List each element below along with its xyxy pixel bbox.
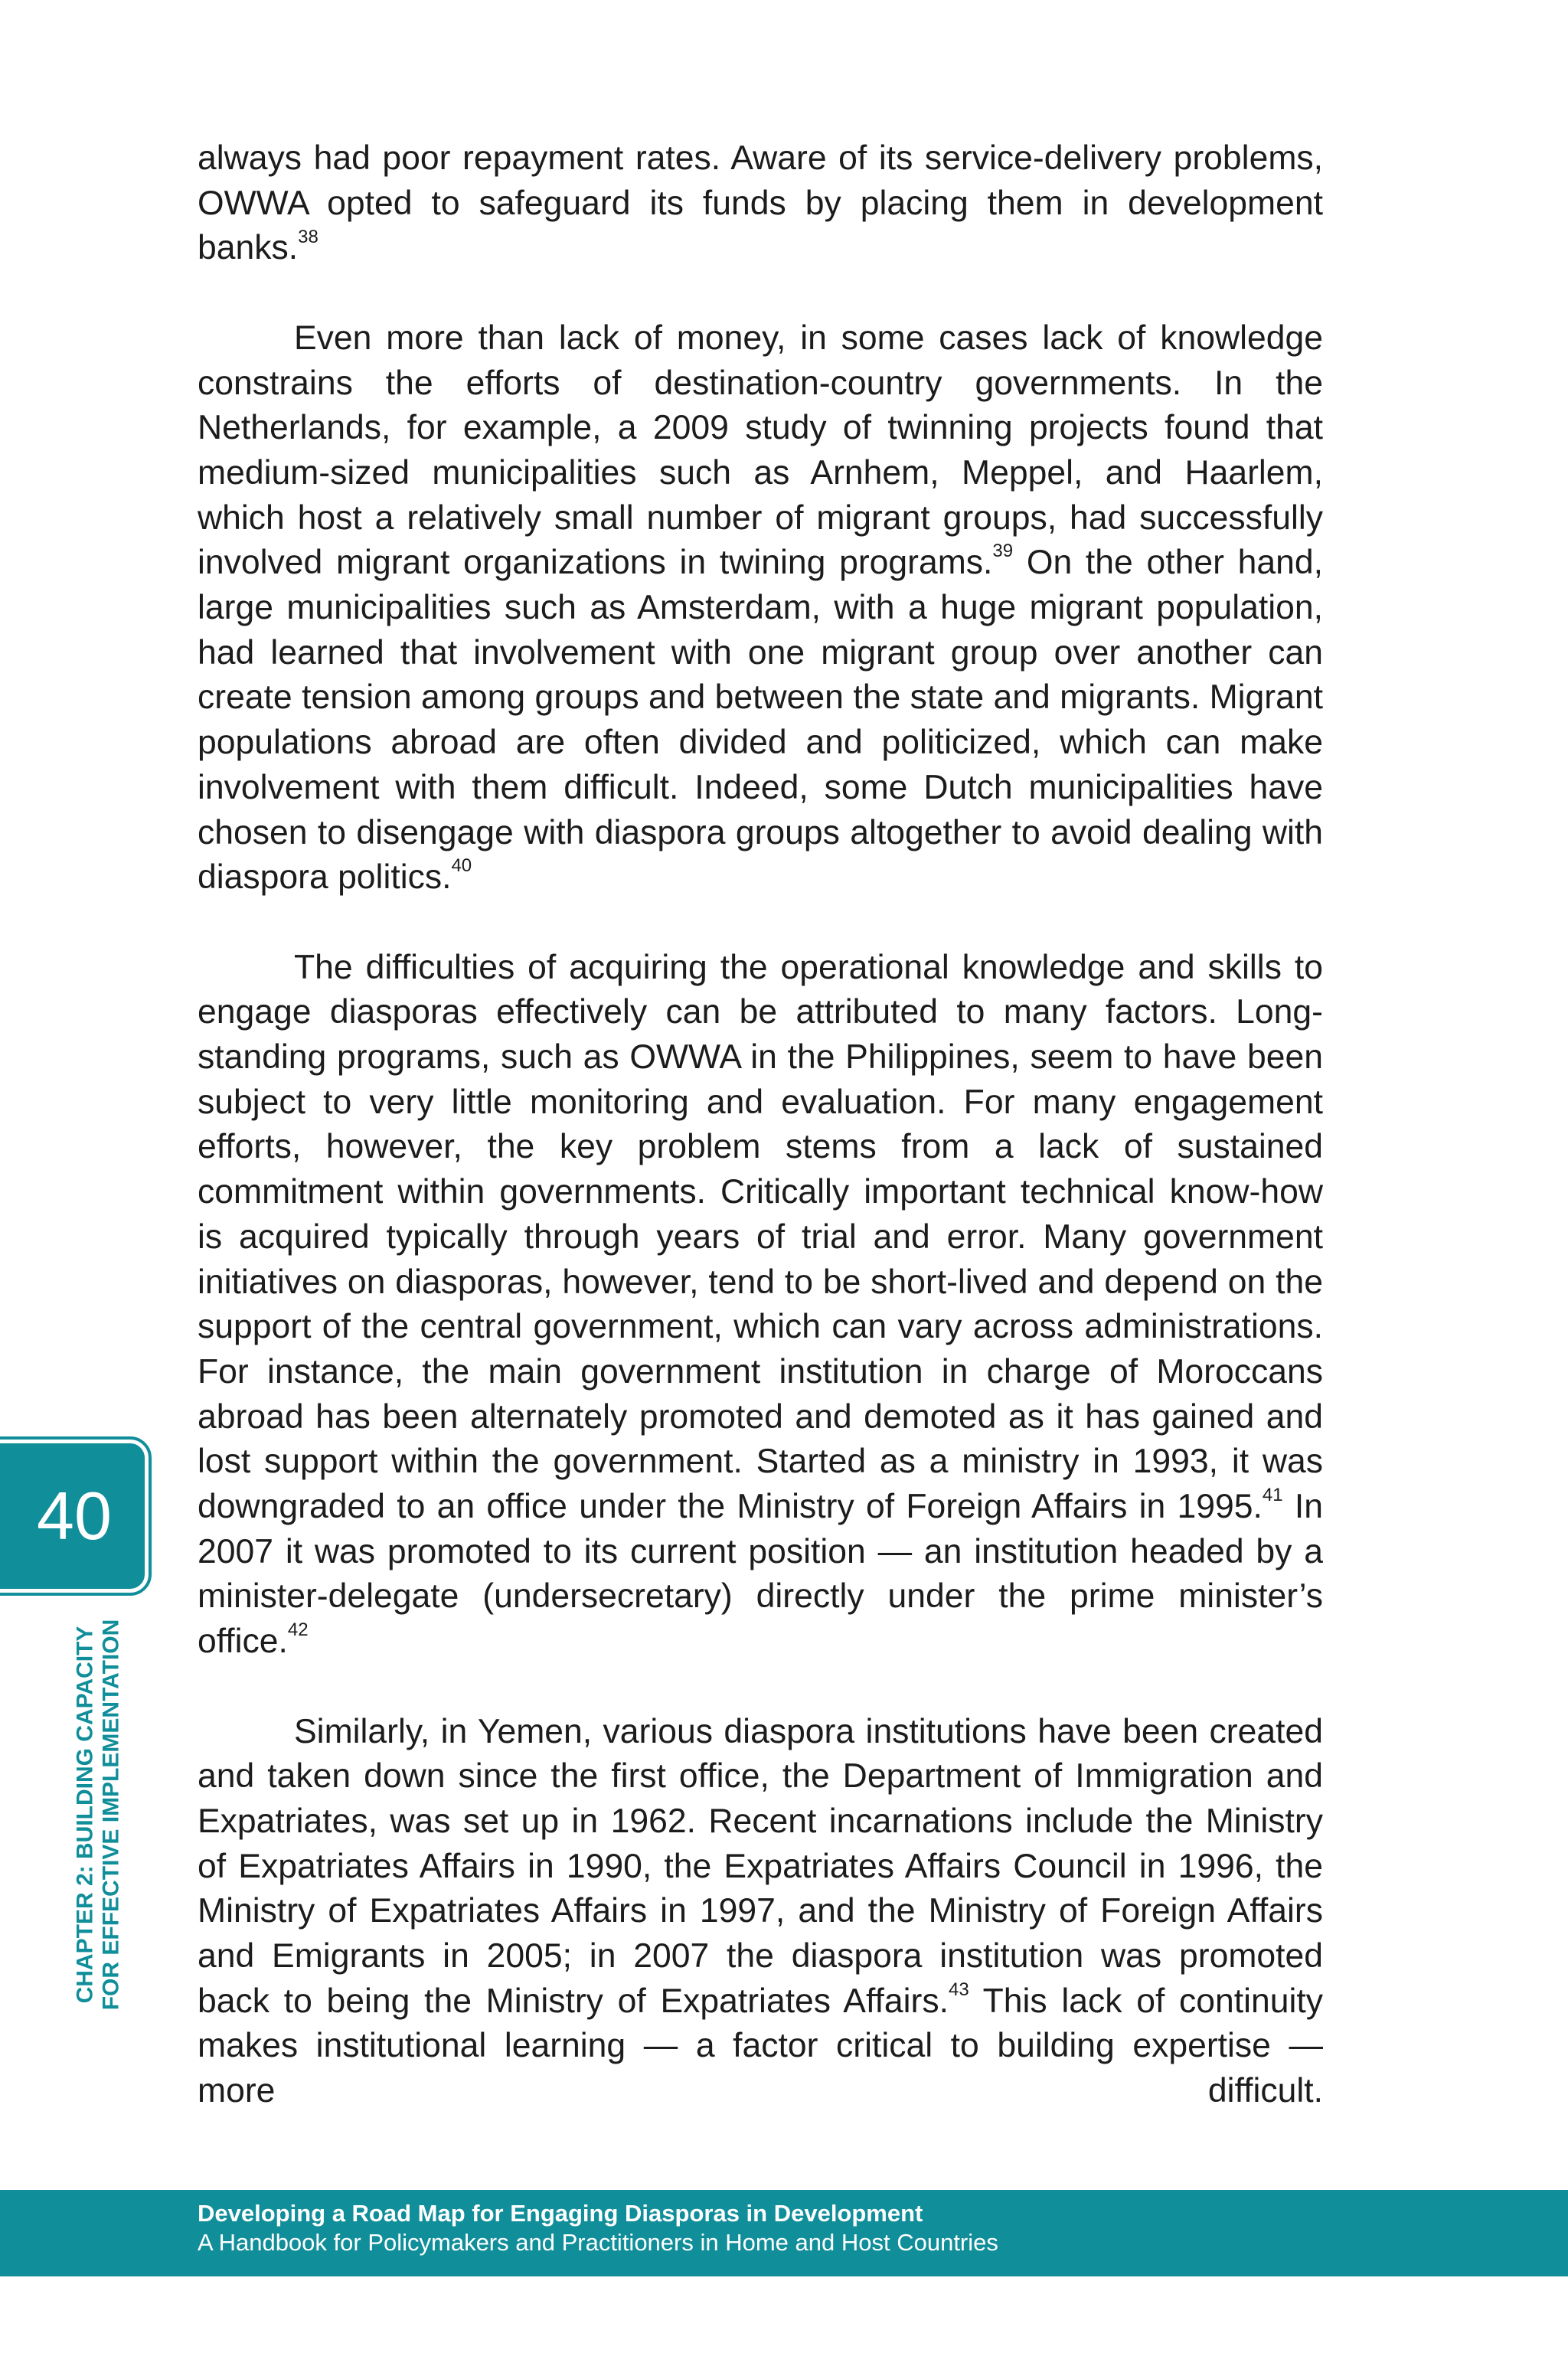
paragraph-3-text-a: The difficulties of acquiring the operational knowledge and skills to engage diasporas effectively can be attributed to many factors. Long-standing programs, such as OWWA in the Philippines, seem to have been subject to very little monitoring and evaluation. For many engagement efforts, however, the key problem stems from a lack of sustained commitment within governments. Critically important technical know-how is acquired typically through years of trial and error. Many government initiatives on diasporas, however, tend to be short-lived and depend on the support of the central government, which can vary across administrations. For instance, the main government institution in charge of Moroccans abroad has been alternately promoted and demoted as it has gained and lost support within the government. Started as a ministry in 1993, it was downgraded to an office under the Ministry of Foreign Affairs in 1995. bbox=[198, 948, 1323, 1526]
footnote-ref-42: 42 bbox=[287, 1619, 309, 1641]
page-number: 40 bbox=[37, 1478, 112, 1554]
footnote-ref-38: 38 bbox=[298, 226, 318, 247]
paragraph-1-text: always had poor repayment rates. Aware of its service-delivery problems, OWWA opted to safeguard its funds by placing them in development banks. bbox=[198, 139, 1323, 267]
paragraph-3-text-b: In 2007 it was promoted to its current position — an institution headed by a minister-delegate (undersecretary) directly under the prime minister’s office. bbox=[198, 1488, 1323, 1661]
chapter-label-line-2: FOR EFFECTIVE IMPLEMENTATION bbox=[98, 1619, 124, 2011]
paragraph-2 bbox=[198, 316, 1323, 900]
page-number-tab bbox=[0, 1440, 149, 1593]
body-text bbox=[198, 136, 1323, 2114]
chapter-label bbox=[67, 1616, 129, 2014]
paragraph-1 bbox=[198, 136, 1323, 271]
paragraph-4-text-b: This lack of continuity makes institutional learning — a factor critical to building expertise — more difficult. bbox=[198, 1982, 1324, 2110]
footnote-ref-39: 39 bbox=[992, 541, 1014, 562]
paragraph-4-text-a: Similarly, in Yemen, various diaspora institutions have been created and taken down since the first office, the Department of Immigration and Expatriates, was set up in 1962. Recent incarnations include the Ministry of Expatriates Affairs in 1990, the Expatriates Affairs Council in 1996, the Ministry of Expatriates Affairs in 1997, and the Ministry of Foreign Affairs and Emigrants in 2005; in 2007 the diaspora institution was promoted back to being the Ministry of Expatriates Affairs. bbox=[198, 1712, 1323, 2020]
footnote-ref-40: 40 bbox=[451, 855, 472, 877]
chapter-label-text bbox=[72, 1619, 124, 2011]
paragraph-3 bbox=[198, 946, 1323, 1665]
paragraph-4 bbox=[198, 1710, 1323, 2114]
footnote-ref-43: 43 bbox=[948, 1979, 969, 2000]
paragraph-2-text-b: On the other hand, large municipalities such as Amsterdam, with a huge migrant population, had learned that involvement with one migrant group over another can create tension among groups and between the state and migrants. Migrant populations abroad are often divided and politicized, which can make involvement with them difficult. Indeed, some Dutch municipalities have chosen to disengage with diaspora groups altogether to avoid dealing with diaspora politics. bbox=[198, 544, 1324, 897]
footnote-ref-41: 41 bbox=[1262, 1485, 1283, 1506]
footer-subtitle: A Handbook for Policymakers and Practitioners in Home and Host Countries bbox=[198, 2229, 998, 2256]
paragraph-2-text-a: Even more than lack of money, in some cases lack of knowledge constrains the efforts of destination-country governments. In the Netherlands, for example, a 2009 study of twinning projects found that medium-sized municipalities such as Arnhem, Meppel, and Haarlem, which host a relatively small number of migrant groups, had successfully involved migrant organizations in twining programs. bbox=[198, 319, 1323, 582]
footer-title: Developing a Road Map for Engaging Diasporas in Development bbox=[198, 2200, 923, 2227]
chapter-label-line-1: CHAPTER 2: BUILDING CAPACITY bbox=[72, 1626, 98, 2004]
